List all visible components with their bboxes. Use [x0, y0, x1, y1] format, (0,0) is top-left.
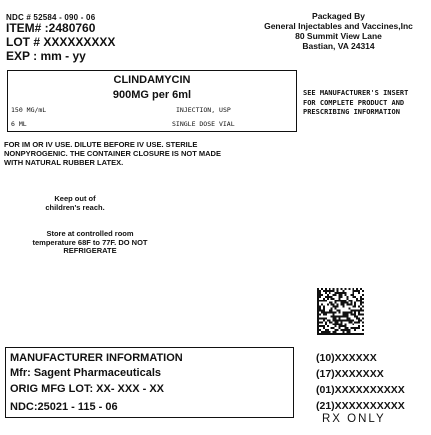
usage-instructions	[4, 140, 266, 167]
instructions-line-1: FOR IM OR IV USE. DILUTE BEFORE IV USE. STERILE	[4, 140, 198, 149]
insert-line-3: PRESCRIBING INFORMATION	[303, 108, 400, 116]
drug-vial-type: SINGLE DOSE VIAL	[172, 120, 235, 128]
manufacturer-ndc: NDC:25021 - 115 - 06	[10, 401, 118, 413]
manufacturer-lot: ORIG MFG LOT: XX- XXX - XX	[10, 383, 165, 395]
drug-volume: 6 ML	[11, 120, 27, 128]
serial-17: (17)XXXXXXX	[316, 368, 384, 380]
store-line-1: Store at controlled room	[46, 229, 134, 238]
manufacturer-title: MANUFACTURER INFORMATION	[10, 352, 183, 364]
storage-note	[10, 230, 170, 256]
store-line-2: temperature 68F to 77F. DO NOT	[32, 237, 148, 247]
keep-away-note	[20, 195, 130, 212]
keep-line-2: children's reach.	[45, 202, 105, 212]
item-number: ITEM# :2480760	[6, 21, 96, 35]
drug-box	[7, 70, 297, 132]
manufacturer-name: Mfr: Sagent Pharmaceuticals	[10, 367, 161, 379]
serial-01: (01)XXXXXXXXXX	[316, 384, 405, 396]
drug-strength: 150 MG/mL	[11, 106, 47, 114]
serialization-block	[316, 350, 405, 414]
serial-10: (10)XXXXXX	[316, 352, 377, 364]
insert-line-1: SEE MANUFACTURER'S INSERT	[303, 89, 409, 97]
rx-only: RX ONLY	[322, 413, 386, 425]
manufacturer-box	[5, 347, 294, 418]
packager-line-3: 80 Summit View Lane	[295, 31, 382, 41]
drug-name: CLINDAMYCIN	[113, 74, 191, 86]
lot-number: LOT # XXXXXXXXX	[6, 35, 116, 49]
drug-route: INJECTION, USP	[176, 106, 231, 114]
keep-line-1: Keep out of	[54, 194, 96, 203]
instructions-line-2: NONPYROGENIC. THE CONTAINER CLOSURE IS NOT MADE	[4, 149, 221, 158]
packager-line-2: General Injectables and Vaccines,Inc	[264, 21, 413, 31]
insert-note	[303, 89, 408, 118]
expiration: EXP : mm - yy	[6, 49, 86, 63]
packager-line-1: Packaged By	[312, 11, 365, 21]
drug-dose: 900MG per 6ml	[112, 89, 192, 101]
packager-info	[246, 11, 431, 51]
ndc-top: NDC # 52584 - 090 - 06	[6, 13, 96, 22]
store-line-3: REFRIGERATE	[63, 246, 117, 255]
packager-line-4: Bastian, VA 24314	[302, 41, 375, 51]
datamatrix-barcode-icon	[317, 288, 364, 335]
instructions-line-3: WITH NATURAL RUBBER LATEX.	[4, 158, 124, 167]
insert-line-2: FOR COMPLETE PRODUCT AND	[303, 98, 405, 107]
serial-21: (21)XXXXXXXXXX	[316, 400, 405, 412]
